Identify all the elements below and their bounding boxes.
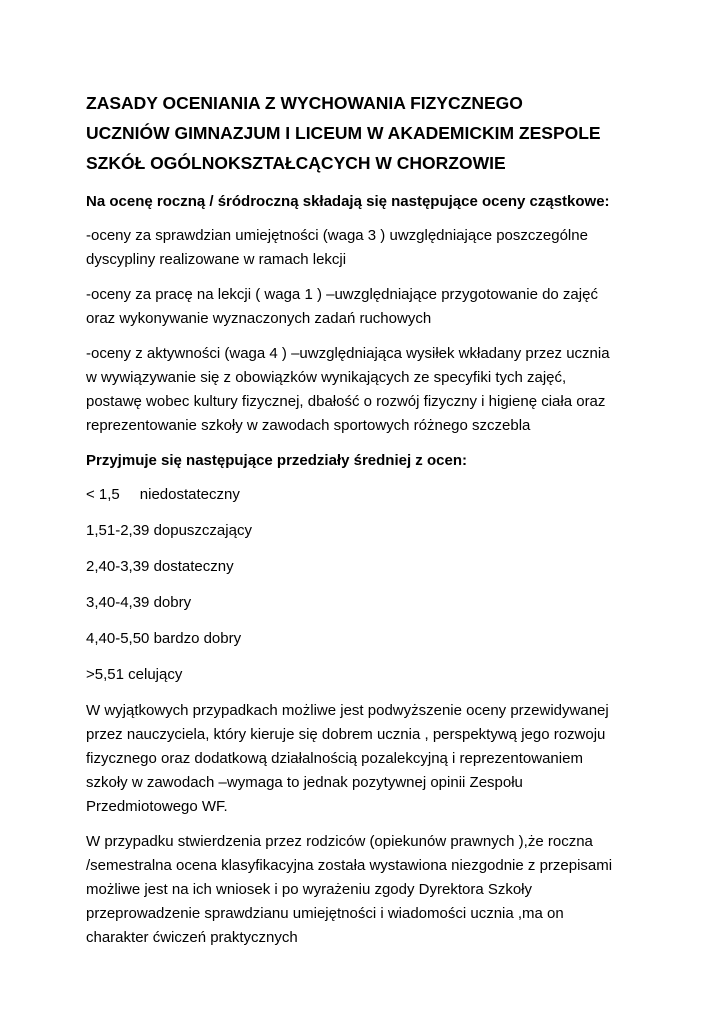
grade-range-item — [86, 663, 646, 687]
grade-range-item — [86, 555, 646, 579]
grade-range-item — [86, 483, 646, 507]
text-line: fizycznego oraz dodatkową działalnością pozalekcyjną i reprezentowaniem — [86, 750, 583, 767]
text-line: Przedmiotowego WF. — [86, 798, 228, 815]
paragraph-exceptional-cases — [86, 699, 646, 819]
text-line: przez nauczyciela, który kieruje się dobrem ucznia , perspektywą jego rozwoju — [86, 726, 606, 743]
grade-name: niedostateczny — [139, 486, 240, 503]
text-line: -oceny za sprawdzian umiejętności (waga 3 ) uwzględniające poszczególne — [86, 227, 588, 244]
title-line: SZKÓŁ OGÓLNOKSZTAŁCĄCYCH W CHORZOWIE — [86, 153, 506, 173]
text-line: /semestralna ocena klasyfikacyjna została wystawiona niezgodnie z przepisami — [86, 857, 613, 874]
text-line: -oceny za pracę na lekcji ( waga 1 ) –uwzględniające przygotowanie do zajęć — [86, 286, 598, 303]
grade-range: >5,51 — [86, 666, 124, 683]
text-line: postawę wobec kultury fizycznej, dbałość o rozwój fizyczny i higienę ciała oraz — [86, 393, 606, 410]
grade-range: 4,40-5,50 — [86, 630, 150, 647]
grade-range: 2,40-3,39 — [86, 558, 150, 575]
text-line: w wywiązywanie się z obowiązków wynikających ze specyfiki tych zajęć, — [86, 369, 567, 386]
section-heading-components: Na ocenę roczną / śródroczną składają się następujące oceny cząstkowe: — [86, 193, 610, 210]
title-line: UCZNIÓW GIMNAZJUM I LICEUM W AKADEMICKIM ZESPOLE — [86, 123, 601, 143]
text-line: szkoły w zawodach –wymaga to jednak pozytywnej opinii Zespołu — [86, 774, 523, 791]
text-line: możliwe jest na ich wniosek i po wyrażeniu zgody Dyrektora Szkoły — [86, 881, 533, 898]
paragraph-appeal — [86, 830, 646, 950]
grade-name: dostateczny — [153, 558, 234, 575]
section-heading-grade-ranges: Przyjmuje się następujące przedziały średniej z ocen: — [86, 452, 467, 469]
text-line: oraz wykonywanie wyznaczonych zadań ruchowych — [86, 310, 432, 327]
text-line: przeprowadzenie sprawdzianu umiejętności i wiadomości ucznia ,ma on — [86, 905, 564, 922]
grade-name: dobry — [153, 594, 192, 611]
document-page — [86, 88, 646, 961]
grade-name: dopuszczający — [153, 522, 252, 539]
grade-range: 1,51-2,39 — [86, 522, 150, 539]
grade-range: < 1,5 — [86, 486, 120, 503]
document-title — [86, 88, 646, 178]
grade-range-item — [86, 627, 646, 651]
grade-range-item — [86, 519, 646, 543]
text-line: dyscypliny realizowane w ramach lekcji — [86, 251, 347, 268]
text-line: charakter ćwiczeń praktycznych — [86, 929, 298, 946]
text-line: reprezentowanie szkoły w zawodach sportowych różnego szczebla — [86, 417, 531, 434]
text-line: -oceny z aktywności (waga 4 ) –uwzględniająca wysiłek wkładany przez ucznia — [86, 345, 610, 362]
text-line: W wyjątkowych przypadkach możliwe jest podwyższenie oceny przewidywanej — [86, 702, 609, 719]
title-line: ZASADY OCENIANIA Z WYCHOWANIA FIZYCZNEGO — [86, 93, 523, 113]
grade-range-item — [86, 591, 646, 615]
text-line: W przypadku stwierdzenia przez rodziców (opiekunów prawnych ),że roczna — [86, 833, 593, 850]
component-item — [86, 283, 646, 331]
grade-name: celujący — [128, 666, 183, 683]
component-item — [86, 224, 646, 272]
component-item — [86, 342, 646, 438]
grade-name: bardzo dobry — [153, 630, 242, 647]
grade-range: 3,40-4,39 — [86, 594, 150, 611]
